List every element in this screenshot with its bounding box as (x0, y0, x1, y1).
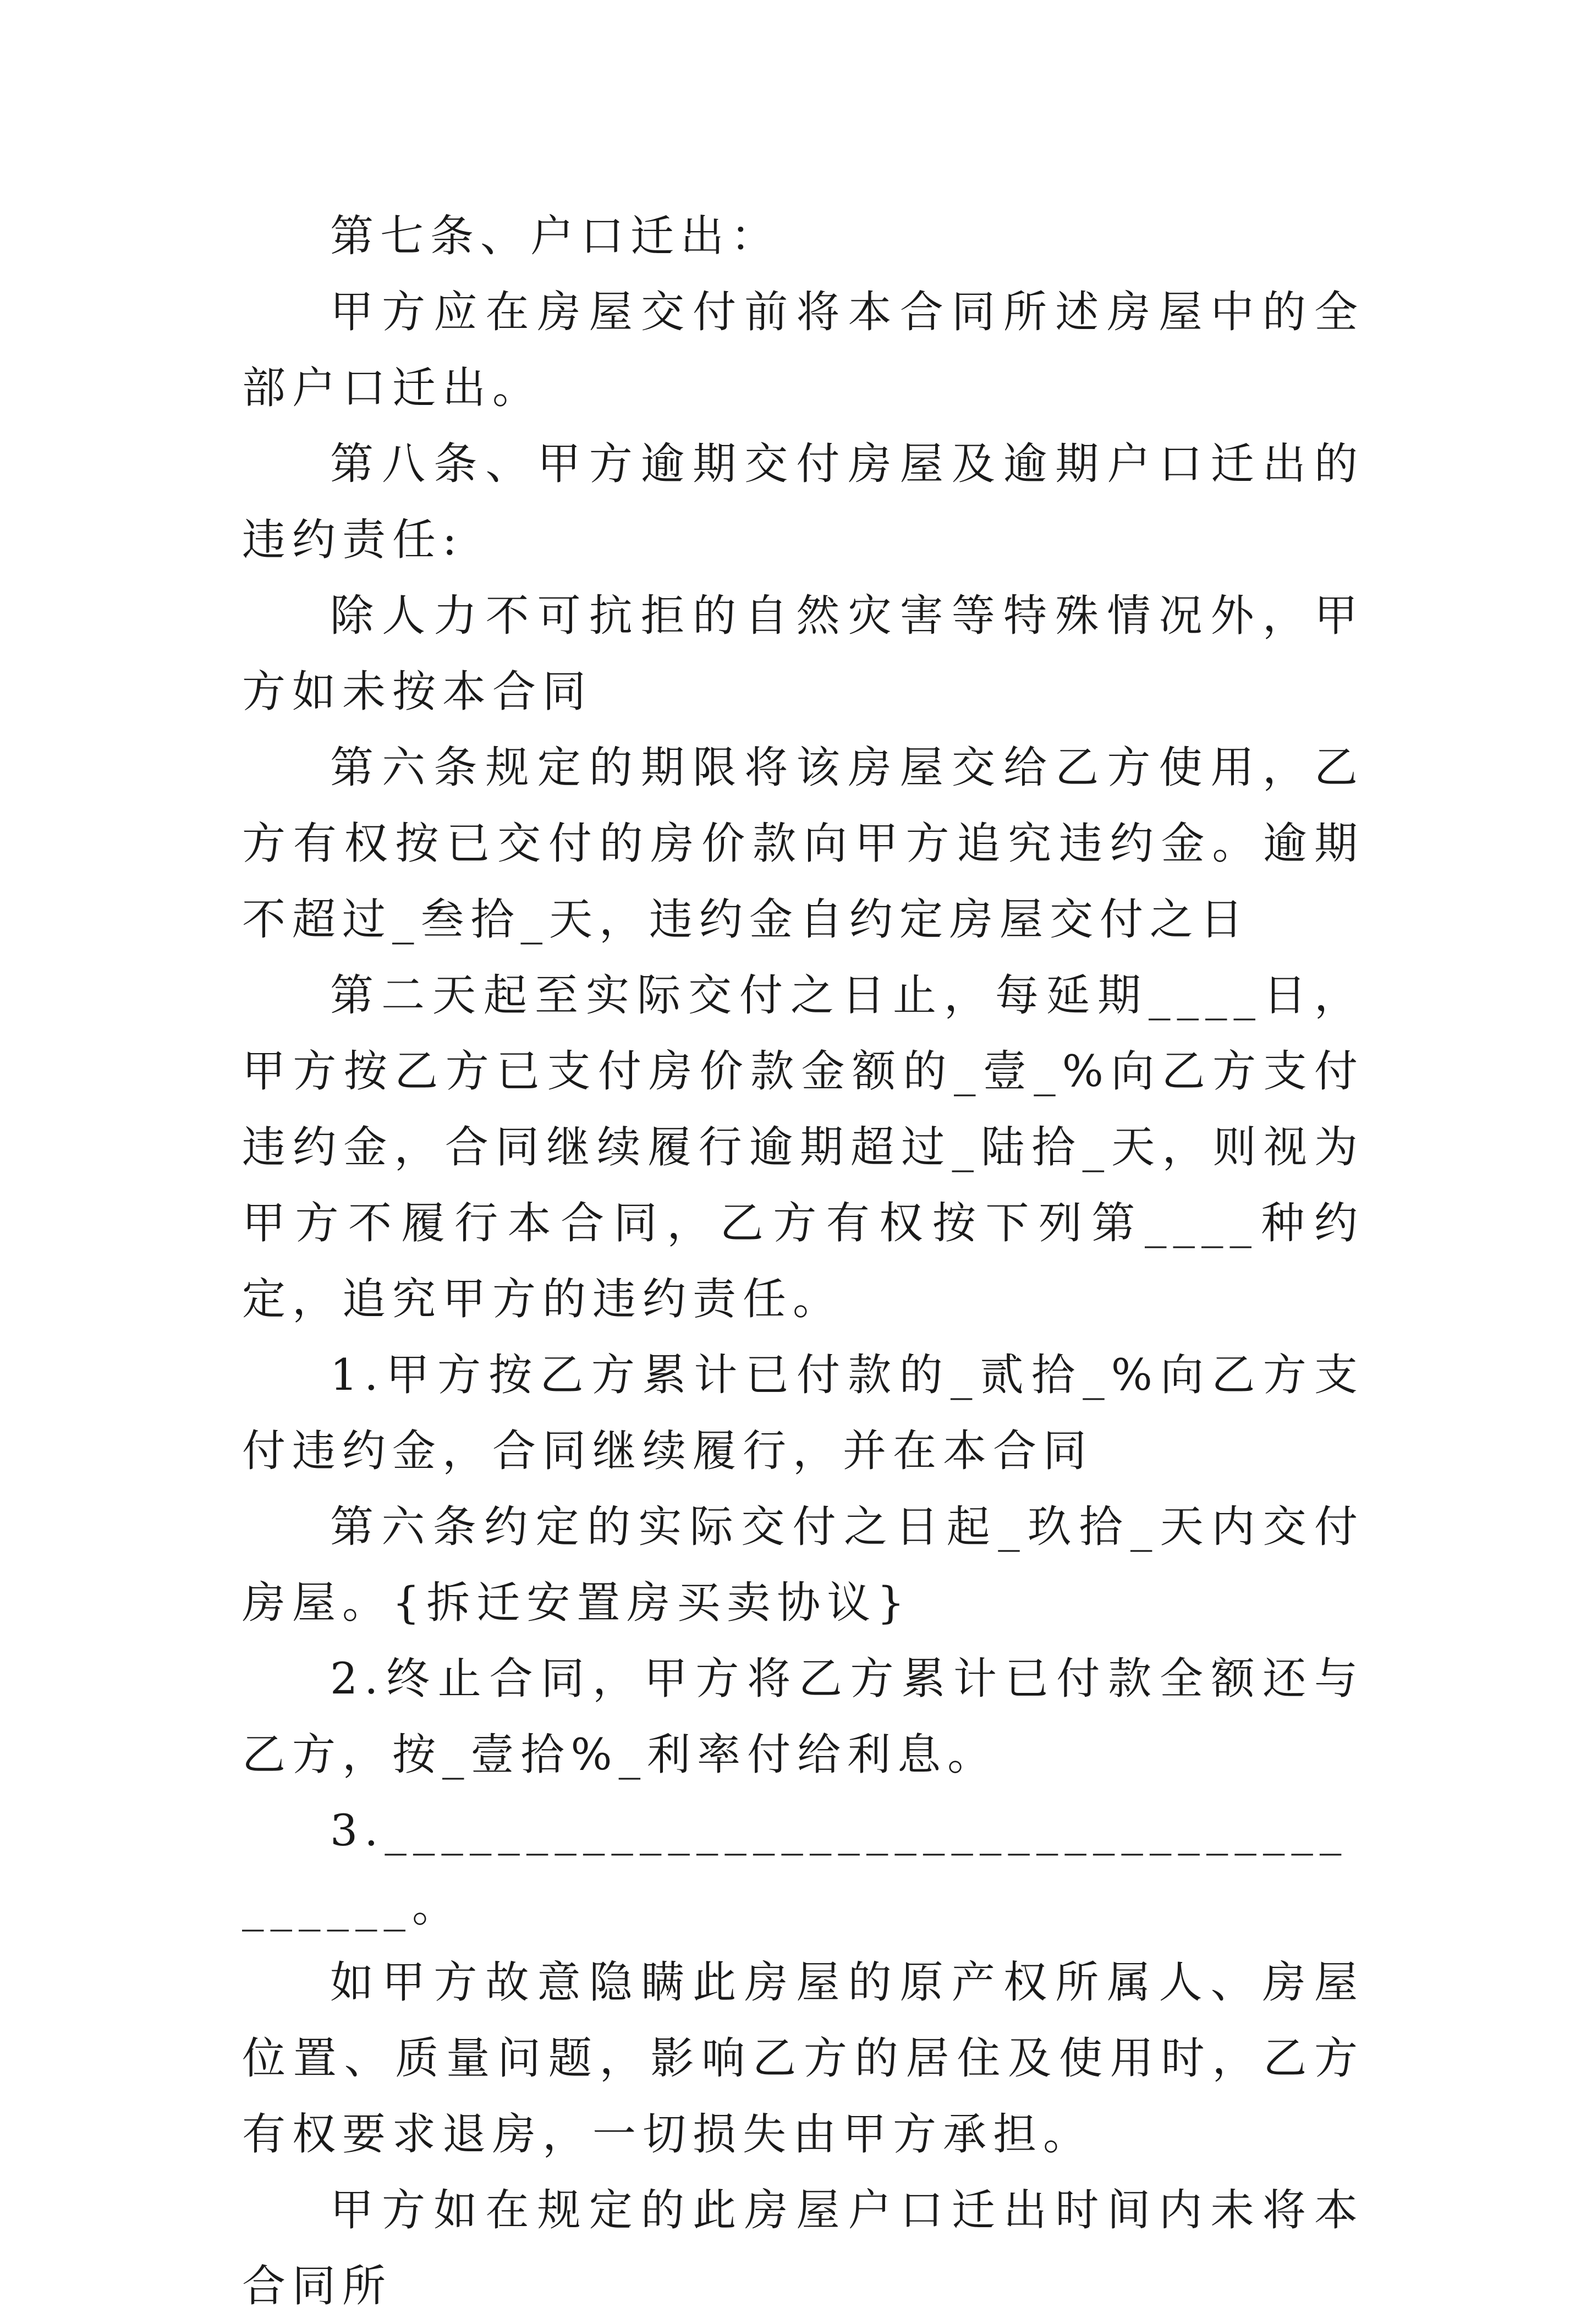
article-8-paragraph-1: 除人力不可抗拒的自然灾害等特殊情况外，甲方如未按本合同 (242, 590, 1364, 717)
article-8-paragraph-2: 第六条规定的期限将该房屋交给乙方使用，乙方有权按已交付的房价款向甲方追究违约金。逾期不超过_叁拾_天，违约金自约定房屋交付之日 (242, 742, 1364, 945)
article-8-heading: 第八条、甲方逾期交付房屋及逾期户口迁出的违约责任: (242, 439, 1364, 565)
household-registration-clause: 甲方如在规定的此房屋户口迁出时间内未将本合同所 (242, 2185, 1364, 2311)
option-3-blank: 3.________________________________________。 (242, 1805, 1348, 1932)
option-1-continuation: 第六条约定的实际交付之日起_玖拾_天内交付房屋。{拆迁安置房买卖协议} (242, 1501, 1364, 1628)
concealment-clause: 如甲方故意隐瞒此房屋的原产权所属人、房屋位置、质量问题，影响乙方的居住及使用时，乙方有权要求退房，一切损失由甲方承担。 (242, 1957, 1364, 2159)
article-8-paragraph-3: 第二天起至实际交付之日止，每延期____日，甲方按乙方已支付房价款金额的_壹_%向乙方支付违约金，合同继续履行逾期超过_陆拾_天，则视为甲方不履行本合同，乙方有权按下列第____种约定，追究甲方的违约责任。 (242, 970, 1364, 1324)
article-7-heading: 第七条、户口迁出： (330, 211, 781, 261)
option-1-paragraph: 1.甲方按乙方累计已付款的_贰拾_%向乙方支付违约金，合同继续履行，并在本合同 (242, 1350, 1364, 1476)
contract-body (242, 198, 1364, 2324)
article-7-body: 甲方应在房屋交付前将本合同所述房屋中的全部户口迁出。 (242, 287, 1364, 413)
option-2-paragraph: 2.终止合同，甲方将乙方累计已付款全额还与乙方，按_壹拾%_利率付给利息。 (242, 1653, 1364, 1780)
